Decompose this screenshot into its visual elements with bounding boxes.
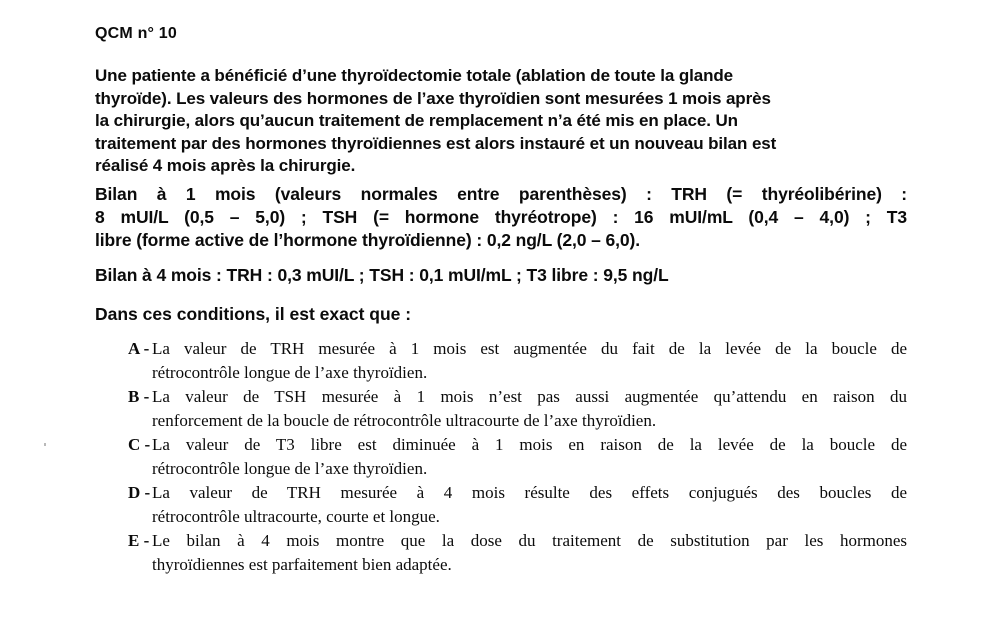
text-line: libre (forme active de l’hormone thyroïdienne) : 0,2 ng/L (2,0 – 6,0). — [95, 229, 641, 250]
text-line: Le bilan à 4 mois montre que la dose du traitement de substitution par les hormones — [152, 530, 907, 550]
text-line: thyroïde). Les valeurs des hormones de l’axe thyroïdien sont mesurées 1 mois après — [95, 88, 771, 108]
bilan-4-mois-line: Bilan à 4 mois : TRH : 0,3 mUI/L ; TSH : 0,1 mUI/mL ; T3 libre : 9,5 ng/L — [95, 264, 669, 285]
options-list — [95, 337, 907, 577]
text-line: Bilan à 1 mois (valeurs normales entre parenthèses) : TRH (= thyréolibérine) : — [95, 183, 907, 204]
option-a — [95, 337, 907, 385]
text-line: traitement par des hormones thyroïdiennes est alors instauré et un nouveau bilan est — [95, 133, 777, 153]
text-line: La valeur de T3 libre est diminuée à 1 mois en raison de la levée de la boucle de — [152, 434, 907, 454]
option-e-letter: E - — [128, 530, 150, 550]
question-title: QCM n° 10 — [95, 25, 177, 42]
text-line: rétrocontrôle ultracourte, courte et longue. — [152, 506, 440, 526]
scan-artifact — [44, 443, 46, 446]
text-line: La valeur de TRH mesurée à 4 mois résulte des effets conjugués des boucles de — [152, 482, 907, 502]
text-line: Une patiente a bénéficié d’une thyroïdectomie totale (ablation de toute la glande — [95, 66, 734, 85]
intro-paragraph — [95, 65, 907, 178]
bilan-1-mois-paragraph — [95, 183, 907, 252]
option-a-letter: A - — [128, 338, 150, 358]
text-line: rétrocontrôle longue de l’axe thyroïdien. — [152, 458, 428, 478]
text-line: thyroïdiennes est parfaitement bien adaptée. — [152, 554, 452, 574]
text-line: La valeur de TSH mesurée à 1 mois n’est pas aussi augmentée qu’attendu en raison du — [152, 386, 907, 406]
text-line: rétrocontrôle longue de l’axe thyroïdien. — [152, 362, 428, 382]
text-line: renforcement de la boucle de rétrocontrôle ultracourte de l’axe thyroïdien. — [152, 410, 657, 430]
option-e — [95, 529, 907, 577]
option-b-letter: B - — [128, 386, 150, 406]
option-d-letter: D - — [128, 482, 151, 502]
text-line: la chirurgie, alors qu’aucun traitement de remplacement n’a été mis en place. Un — [95, 111, 738, 130]
option-d — [95, 481, 907, 529]
text-line: réalisé 4 mois après la chirurgie. — [95, 156, 356, 175]
option-b — [95, 385, 907, 433]
question-block — [95, 25, 907, 577]
option-c — [95, 433, 907, 481]
text-line: La valeur de TRH mesurée à 1 mois est augmentée du fait de la levée de la boucle de — [152, 338, 907, 358]
option-c-letter: C - — [128, 434, 151, 454]
question-stem: Dans ces conditions, il est exact que : — [95, 303, 412, 324]
text-line: 8 mUI/L (0,5 – 5,0) ; TSH (= hormone thyréotrope) : 16 mUI/mL (0,4 – 4,0) ; T3 — [95, 206, 907, 227]
